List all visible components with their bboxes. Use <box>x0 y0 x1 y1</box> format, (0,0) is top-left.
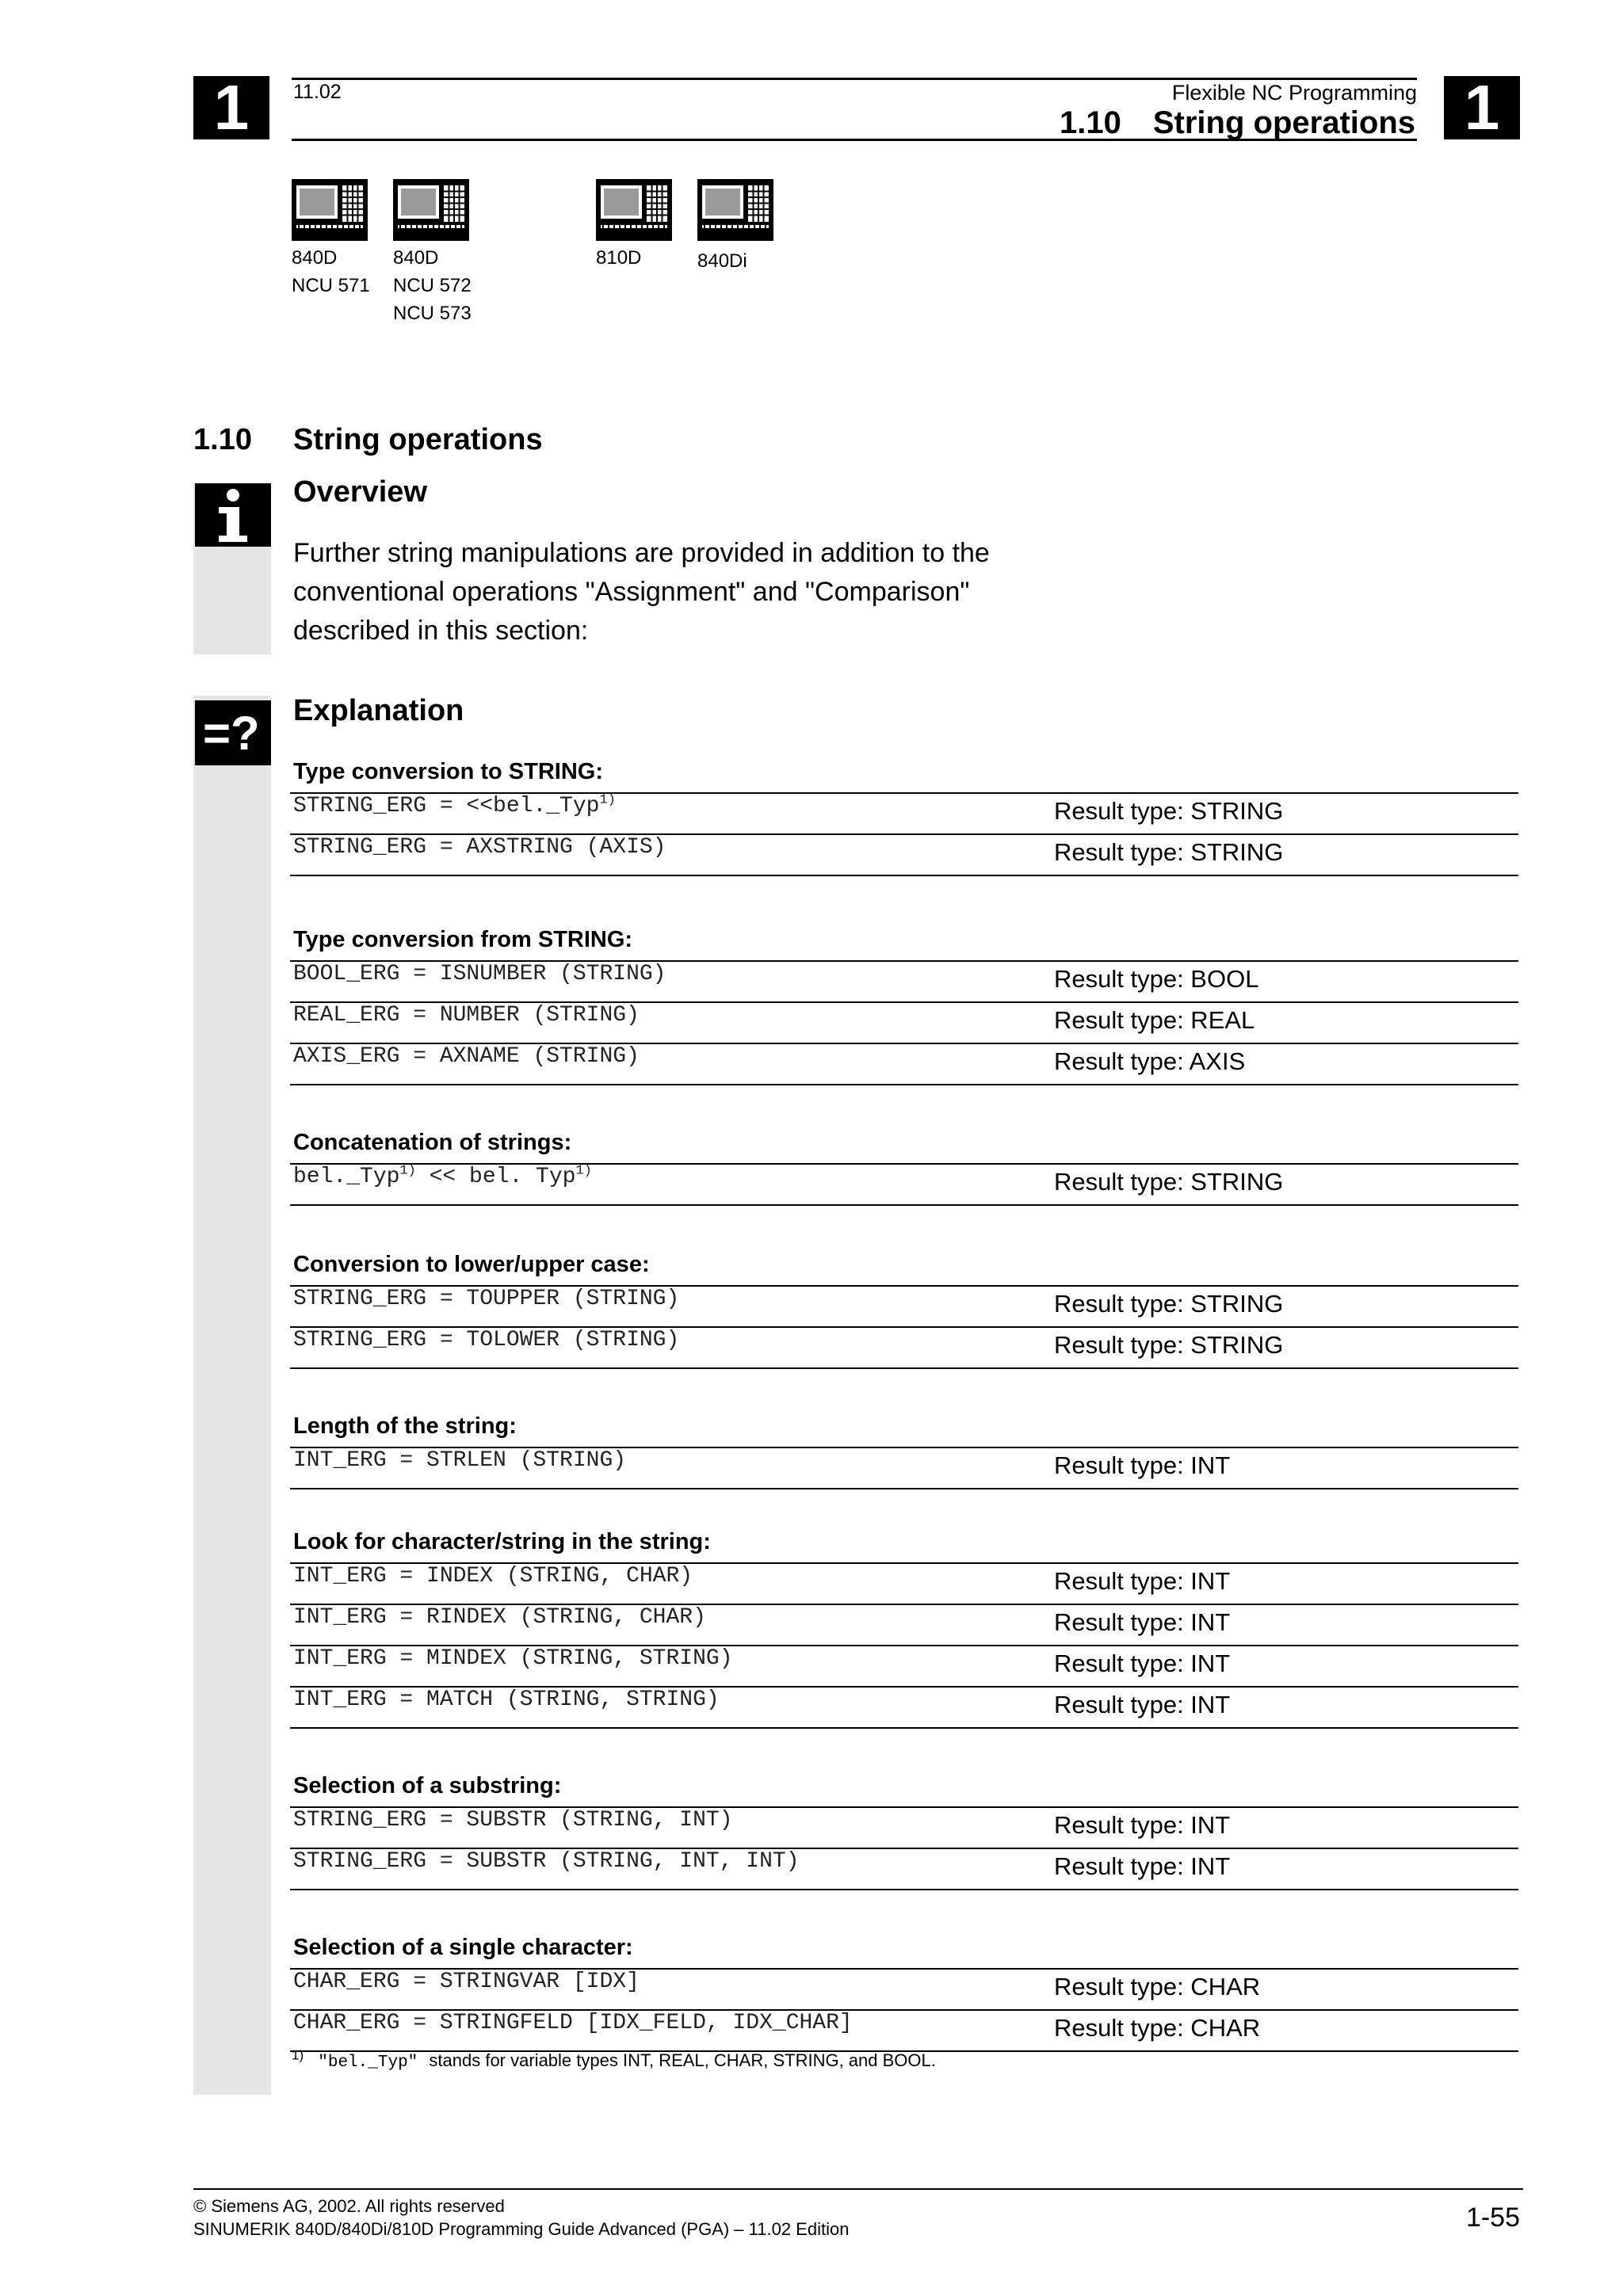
footnote-term: "bel._Typ" <box>318 2054 418 2072</box>
group-bottom-rule <box>290 875 1518 876</box>
code-text: CHAR_ERG = STRINGFELD [IDX_FELD, IDX_CHAR] <box>293 2011 853 2035</box>
code-text: INT_ERG = MINDEX (STRING, STRING) <box>293 1646 733 1671</box>
result-type: Result type: INT <box>1054 1451 1231 1479</box>
control-label-line: 840D <box>393 247 439 269</box>
footnote-ref: 1) <box>399 1163 416 1179</box>
result-type: Result type: INT <box>1054 1691 1231 1718</box>
result-type: Result type: INT <box>1054 1852 1231 1880</box>
result-type: Result type: INT <box>1054 1650 1231 1677</box>
footnote-ref: 1) <box>599 792 616 808</box>
code-text: INT_ERG = RINDEX (STRING, CHAR) <box>293 1605 706 1630</box>
code-text: INT_ERG = STRLEN (STRING) <box>293 1448 627 1473</box>
footer-copyright: © Siemens AG, 2002. All rights reserved <box>193 2196 505 2216</box>
running-section-name: String operations <box>1152 105 1415 140</box>
group-bottom-rule <box>290 1084 1518 1085</box>
footnote <box>292 2047 936 2072</box>
header-top-rule <box>292 78 1417 80</box>
code-text: REAL_ERG = NUMBER (STRING) <box>293 1003 640 1028</box>
overview-line: conventional operations "Assignment" and "Comparison" <box>293 577 970 607</box>
result-type: Result type: STRING <box>1054 797 1284 825</box>
group-title: Selection of a single character: <box>293 1935 633 1960</box>
code-expression <box>293 1165 592 1189</box>
group-title: Type conversion from STRING: <box>293 927 633 952</box>
overview-heading: Overview <box>293 475 427 509</box>
code-text: STRING_ERG = SUBSTR (STRING, INT) <box>293 1808 733 1833</box>
code-text: INT_ERG = MATCH (STRING, STRING) <box>293 1688 720 1712</box>
code-expression <box>293 1564 693 1589</box>
code-expression <box>293 2011 853 2035</box>
code-expression <box>293 1328 679 1352</box>
result-type: Result type: INT <box>1054 1811 1231 1839</box>
group-title: Type conversion to STRING: <box>293 759 604 784</box>
code-expression <box>293 1646 733 1671</box>
control-panel-icon <box>393 179 469 241</box>
code-text: BOOL_ERG = ISNUMBER (STRING) <box>293 962 666 986</box>
page-number: 1-55 <box>1465 2203 1520 2233</box>
group-title: Selection of a substring: <box>293 1773 562 1798</box>
code-text: bel._Typ <box>293 1165 400 1189</box>
control-label-line: 840D <box>292 247 338 269</box>
code-text: CHAR_ERG = STRINGVAR [IDX] <box>293 1970 640 1994</box>
control-panel-icon <box>292 179 368 241</box>
result-type: Result type: INT <box>1054 1567 1231 1595</box>
group-title: Conversion to lower/upper case: <box>293 1252 650 1277</box>
footer-manual-title: SINUMERIK 840D/840Di/810D Programming Guide Advanced (PGA) – 11.02 Edition <box>193 2219 850 2239</box>
result-type: Result type: INT <box>1054 1608 1231 1636</box>
control-label <box>292 244 370 299</box>
group-bottom-rule <box>290 1367 1518 1369</box>
running-section-number: 1.10 <box>1060 105 1121 140</box>
group-bottom-rule <box>290 1727 1518 1729</box>
overview-line: described in this section: <box>293 616 589 646</box>
svg-text:=?: =? <box>203 707 260 760</box>
question-icon <box>195 700 271 765</box>
code-expression <box>293 1849 800 1874</box>
result-type: Result type: STRING <box>1054 838 1284 866</box>
control-label-line: 840Di <box>697 250 747 272</box>
code-text: AXIS_ERG = AXNAME (STRING) <box>293 1044 640 1069</box>
group-title: Look for character/string in the string: <box>293 1529 711 1554</box>
footnote-ref: 1) <box>575 1163 592 1179</box>
section-number: 1.10 <box>193 423 252 456</box>
control-label-line: 810D <box>596 247 642 269</box>
result-type: Result type: CHAR <box>1054 2014 1261 2042</box>
result-type: Result type: STRING <box>1054 1168 1284 1196</box>
explanation-heading: Explanation <box>293 694 464 727</box>
result-type: Result type: CHAR <box>1054 1973 1261 2000</box>
code-expression <box>293 1044 640 1069</box>
group-bottom-rule <box>290 1204 1518 1206</box>
code-expression <box>293 835 666 860</box>
control-panel-icon <box>596 179 672 241</box>
control-label-line: NCU 571 <box>292 275 370 296</box>
group-title: Concatenation of strings: <box>293 1130 572 1155</box>
code-expression <box>293 1808 733 1833</box>
code-text: STRING_ERG = <<bel._Typ <box>293 794 600 818</box>
control-label <box>393 244 472 327</box>
group-bottom-rule <box>290 1488 1518 1489</box>
code-text: STRING_ERG = AXSTRING (AXIS) <box>293 835 666 860</box>
chapter-number-left: 1 <box>193 76 269 139</box>
sidebar-gap <box>193 654 271 696</box>
edition-date: 11.02 <box>293 81 342 103</box>
info-icon <box>195 483 271 547</box>
result-type: Result type: STRING <box>1054 1290 1284 1318</box>
control-panel-icon <box>697 179 773 241</box>
code-text: STRING_ERG = SUBSTR (STRING, INT, INT) <box>293 1849 800 1874</box>
code-text: << bel. Typ <box>415 1165 576 1189</box>
code-expression <box>293 1970 640 1994</box>
code-text: STRING_ERG = TOUPPER (STRING) <box>293 1287 680 1311</box>
code-expression <box>293 1605 706 1630</box>
running-section-title <box>1060 105 1415 141</box>
code-expression <box>293 1003 640 1028</box>
result-type: Result type: REAL <box>1054 1006 1255 1034</box>
control-label-line: NCU 573 <box>393 303 472 324</box>
result-type: Result type: AXIS <box>1054 1047 1246 1075</box>
code-text: STRING_ERG = TOLOWER (STRING) <box>293 1328 680 1352</box>
code-expression <box>293 1688 720 1712</box>
code-text: INT_ERG = INDEX (STRING, CHAR) <box>293 1564 693 1589</box>
code-expression <box>293 1287 679 1311</box>
result-type: Result type: BOOL <box>1054 965 1259 993</box>
code-expression <box>293 794 616 818</box>
overview-line: Further string manipulations are provided in addition to the <box>293 538 990 568</box>
control-label <box>697 247 747 275</box>
control-label <box>596 244 641 272</box>
manual-name: Flexible NC Programming <box>1171 81 1417 105</box>
group-bottom-rule <box>290 1889 1518 1890</box>
overview-text <box>293 534 1046 650</box>
control-label-line: NCU 572 <box>393 275 472 296</box>
footer-rule <box>193 2188 1523 2190</box>
code-expression <box>293 962 666 986</box>
chapter-number-right: 1 <box>1444 76 1520 139</box>
code-expression <box>293 1448 626 1473</box>
section-title: String operations <box>293 423 543 456</box>
group-title: Length of the string: <box>293 1413 517 1439</box>
footnote-text: stands for variable types INT, REAL, CHAR, STRING, and BOOL. <box>429 2050 936 2070</box>
result-type: Result type: STRING <box>1054 1331 1284 1359</box>
footnote-mark: 1) <box>292 2047 304 2063</box>
